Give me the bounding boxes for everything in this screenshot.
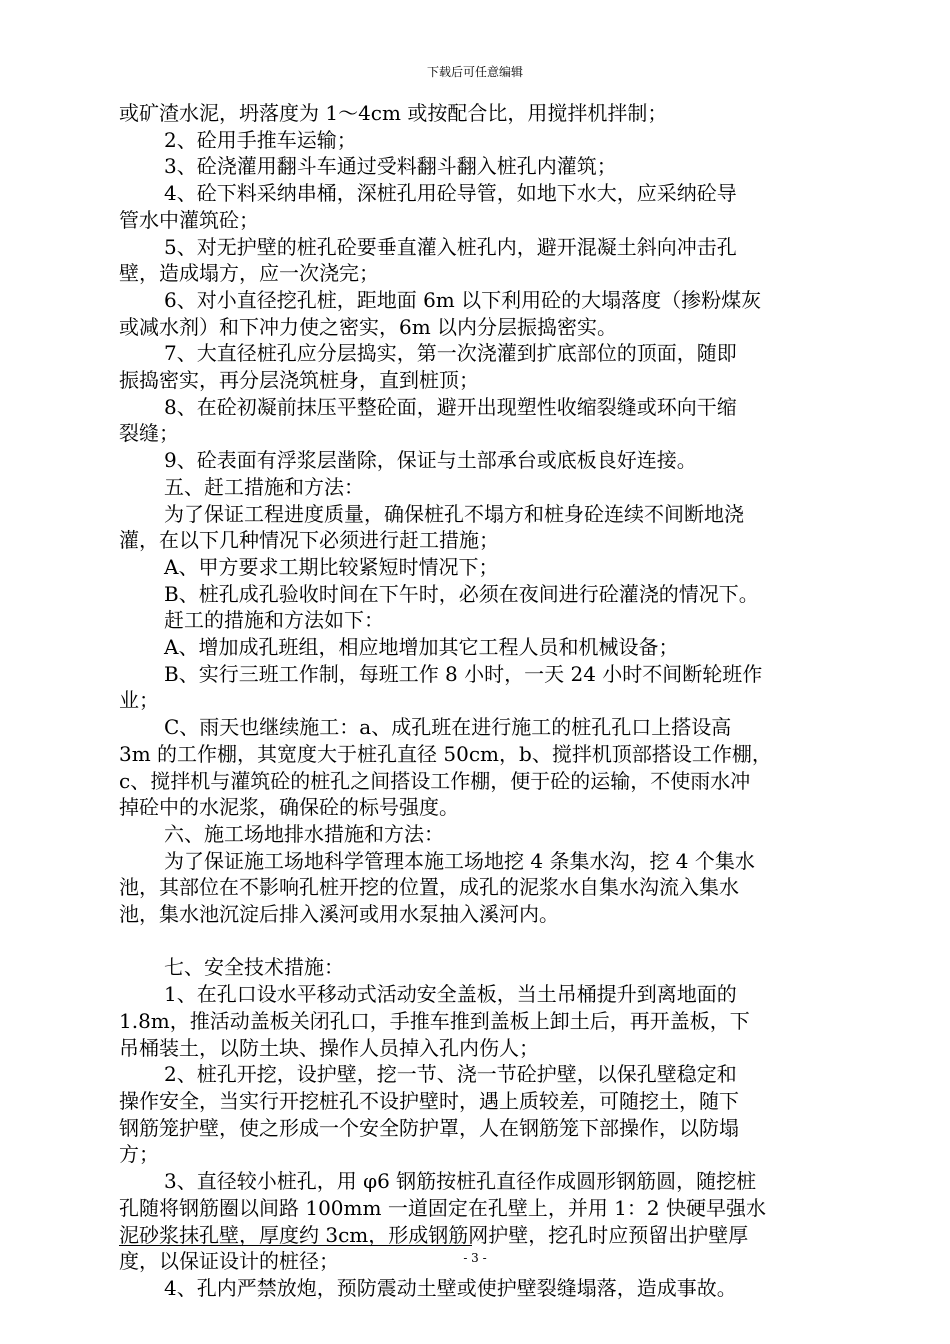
text-line: 1、在孔口设水平移动式活动安全盖板，当土吊桶提升到离地面的 [164, 982, 737, 1007]
text-line: 1.8m，推活动盖板关闭孔口，手推车推到盖板上卸土后，再开盖板，下 [119, 1008, 750, 1033]
text-line: 4、孔内严禁放炮，预防震动土壁或使护壁裂缝塌落，造成事故。 [164, 1275, 737, 1300]
text-line: 方； [119, 1142, 159, 1167]
text-line: 孔随将钢筋圈以间路 100mm 一道固定在孔壁上，并用 1：2 快硬早强水 [119, 1195, 766, 1220]
text-line: 3m 的工作棚，其宽度大于桩孔直径 50cm，b、搅拌机顶部搭设工作棚， [119, 741, 772, 766]
text-line: B、桩孔成孔验收时间在下午时，必须在夜间进行砼灌浇的情况下。 [164, 581, 759, 606]
footer-divider [119, 1245, 472, 1246]
text-line: A、增加成孔班组，相应地增加其它工程人员和机械设备； [164, 635, 679, 660]
document-body [119, 100, 831, 1302]
text-line: 裂缝； [119, 421, 179, 446]
text-line: 3、砼浇灌用翻斗车通过受料翻斗翻入桩孔内灌筑； [164, 154, 617, 179]
text-line: 灌，在以下几种情况下必须进行赶工措施； [119, 528, 499, 553]
text-line: 为了保证施工场地科学管理本施工场地挖 4 条集水沟，挖 4 个集水 [164, 848, 755, 873]
text-line: 9、砼表面有浮浆层凿除，保证与土部承台或底板良好连接。 [164, 448, 697, 473]
text-line: 操作安全，当实行开挖桩孔不设护壁时，遇上质较差，可随挖土，随下 [119, 1089, 739, 1113]
text-line: 2、桩孔开挖，设护壁，挖一节、浇一节砼护壁，以保孔壁稳定和 [164, 1062, 737, 1087]
text-line: 掉砼中的水泥浆，确保砼的标号强度。 [119, 795, 459, 820]
text-line: 或矿渣水泥，坍落度为 1～4cm 或按配合比，用搅拌机拌制； [119, 101, 668, 125]
text-line: 吊桶装土，以防土块、操作人员掉入孔内伤人； [119, 1035, 539, 1060]
text-line: 钢筋笼护壁，使之形成一个安全防护罩，人在钢筋笼下部操作，以防塌 [119, 1115, 739, 1140]
section-heading: 七、安全技术措施： [164, 955, 344, 980]
text-line: 振捣密实，再分层浇筑桩身，直到桩顶； [119, 368, 479, 393]
text-line: 赶工的措施和方法如下： [164, 608, 384, 633]
section-heading: 六、施工场地排水措施和方法： [164, 821, 444, 846]
text-line: 度，以保证设计的桩径； [119, 1249, 339, 1274]
text-line: 业； [119, 688, 159, 713]
text-line: 7、大直径桩孔应分层捣实，第一次浇灌到扩底部位的顶面，随即 [164, 341, 737, 366]
text-line: 壁，造成塌方，应一次浇完； [119, 261, 379, 286]
text-line: 管水中灌筑砼； [119, 207, 259, 232]
text-line: 4、砼下料采纳串桶，深桩孔用砼导管，如地下水大，应采纳砼导 [164, 181, 737, 206]
text-line: 为了保证工程进度质量，确保桩孔不塌方和桩身砼连续不间断地浇 [164, 501, 744, 526]
text-line: A、甲方要求工期比较紧短时情况下； [164, 554, 499, 579]
text-line: 6、对小直径挖孔桩，距地面 6m 以下利用砼的大塌落度（掺粉煤灰 [164, 287, 762, 312]
text-line: 池，其部位在不影响孔桩开挖的位置，成孔的泥浆水自集水沟流入集水 [119, 875, 739, 900]
text-line: 或减水剂）和下冲力使之密实，6m 以内分层振捣密实。 [119, 314, 618, 339]
text-line: c、搅拌机与灌筑砼的桩孔之间搭设工作棚，便于砼的运输，不使雨水冲 [119, 768, 751, 793]
text-line: C、雨天也继续施工：a、成孔班在进行施工的桩孔孔口上搭设高 [164, 715, 732, 740]
text-line: 8、在砼初凝前抹压平整砼面，避开出现塑性收缩裂缝或环向干缩 [164, 394, 737, 419]
text-line: 池，集水池沉淀后排入溪河或用水泵抽入溪河内。 [119, 902, 559, 927]
page-number: - 3 - [463, 1251, 487, 1265]
text-line: 3、直径较小桩孔，用 φ6 钢筋按桩孔直径作成圆形钢筋圆，随挖桩 [164, 1169, 757, 1194]
text-line: 2、砼用手推车运输； [164, 127, 357, 152]
section-heading: 五、赶工措施和方法： [164, 474, 364, 499]
text-line: 泥砂浆抹孔壁，厚度约 3cm，形成钢筋网护壁，挖孔时应预留出护壁厚 [119, 1222, 749, 1247]
page-header: 下载后可任意编辑 [426, 65, 523, 79]
text-line: B、实行三班工作制，每班工作 8 小时，一天 24 小时不间断轮班作 [164, 661, 763, 686]
text-line: 5、对无护壁的桩孔砼要垂直灌入桩孔内，避开混凝土斜向冲击孔 [164, 234, 737, 259]
blank-line [119, 928, 831, 955]
